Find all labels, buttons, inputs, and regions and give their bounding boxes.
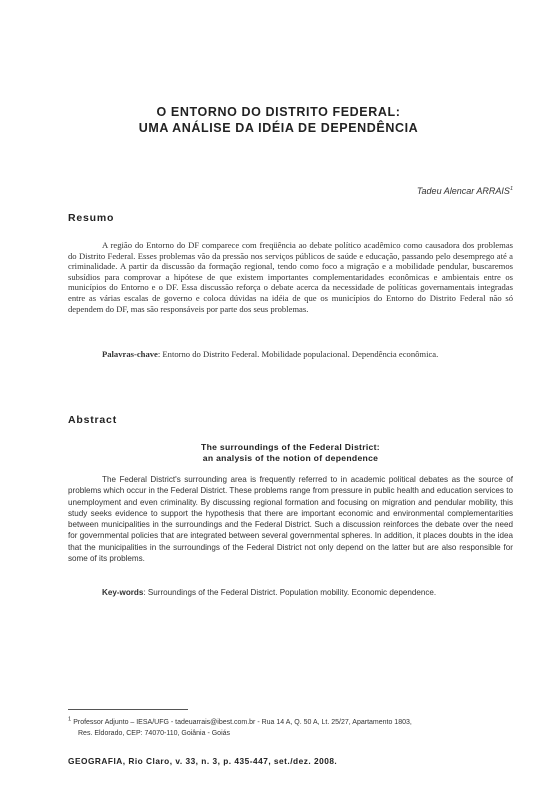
resumo-body: A região do Entorno do DF comparece com freqüência ao debate político acadêmico como causadora dos problemas do Distrito Federal. Esses problemas vão da pressão nos serviços públicos de saúde e educação, passando pelo desemprego até a criminalidade. A partir da discussão da formação regional, tendo como foco a migração e a mobilidade pendular, buscaremos subsídios para comprovar a hipótese de que existem importantes complementaridades econômicas e ambientais entre os municípios do Entorno e o DF. Essa discussão reforça o debate acerca da necessidade de políticas governamentais integradas entre as várias escalas de governo e coloca dúvidas na idéia de que os municípios do Entorno do Distrito Federal não só dependem do DF, mas são responsáveis por parte dos seus problemas. <box>68 240 513 314</box>
abstract-subtitle-line-1: The surroundings of the Federal District: <box>201 442 380 452</box>
title-line-1: O ENTORNO DO DISTRITO FEDERAL: <box>156 105 401 119</box>
author-text: Tadeu Alencar ARRAIS <box>416 186 510 196</box>
abstract-keywords-label: Key-words <box>102 588 144 597</box>
author-name <box>417 186 513 196</box>
article-title <box>60 104 497 136</box>
abstract-subtitle <box>68 442 513 464</box>
resumo-keywords-label: Palavras-chave <box>102 349 158 359</box>
footnote-mark: 1 <box>68 717 72 723</box>
footnote-divider <box>68 709 188 710</box>
abstract-keywords-text: : Surroundings of the Federal District. Population mobility. Economic dependence. <box>143 588 437 597</box>
abstract-keywords <box>68 587 513 598</box>
resumo-keywords <box>68 349 513 360</box>
abstract-subtitle-line-2: an analysis of the notion of dependence <box>202 453 379 463</box>
resumo-heading: Resumo <box>68 212 115 224</box>
abstract-heading: Abstract <box>68 414 117 426</box>
resumo-keywords-text: : Entorno do Distrito Federal. Mobilidade populacional. Dependência econômica. <box>157 349 439 359</box>
title-line-2: UMA ANÁLISE DA IDÉIA DE DEPENDÊNCIA <box>138 121 419 135</box>
footnote-line-2: Res. Eldorado, CEP: 74070-110, Goiânia - Goiás <box>78 729 231 737</box>
footnote-line-1-text: Professor Adjunto – IESA/UFG - tadeuarrais@ibest.com.br - Rua 14 A, Q. 50 A, Lt. 25/27, Apartamento 1803, <box>73 719 412 727</box>
journal-citation: GEOGRAFIA, Rio Claro, v. 33, n. 3, p. 435-447, set./dez. 2008. <box>68 756 338 766</box>
abstract-body: The Federal District's surrounding area is frequently referred to in academic political debates as the source of problems which occur in the Federal District. These problems range from pressure in public health and education services to unemployment and even criminality. By discussing regional formation and focusing on migration and pendular mobility, this study seeks evidence to support the hypothesis that there are important economic and environmental complementarities between municipalities in the surroundings and the Federal District. Such a discussion reinforces the debate over the need for governmental policies that are integrated between several governmental spheres. In addition, it places doubts in the idea that the municipalities in the surroundings of the Federal District not only depend on the latter but are also responsible for some of its problems. <box>68 475 513 564</box>
footnote <box>68 715 528 739</box>
footnote-line-1 <box>68 719 412 726</box>
author-footnote-mark: 1 <box>509 186 513 192</box>
